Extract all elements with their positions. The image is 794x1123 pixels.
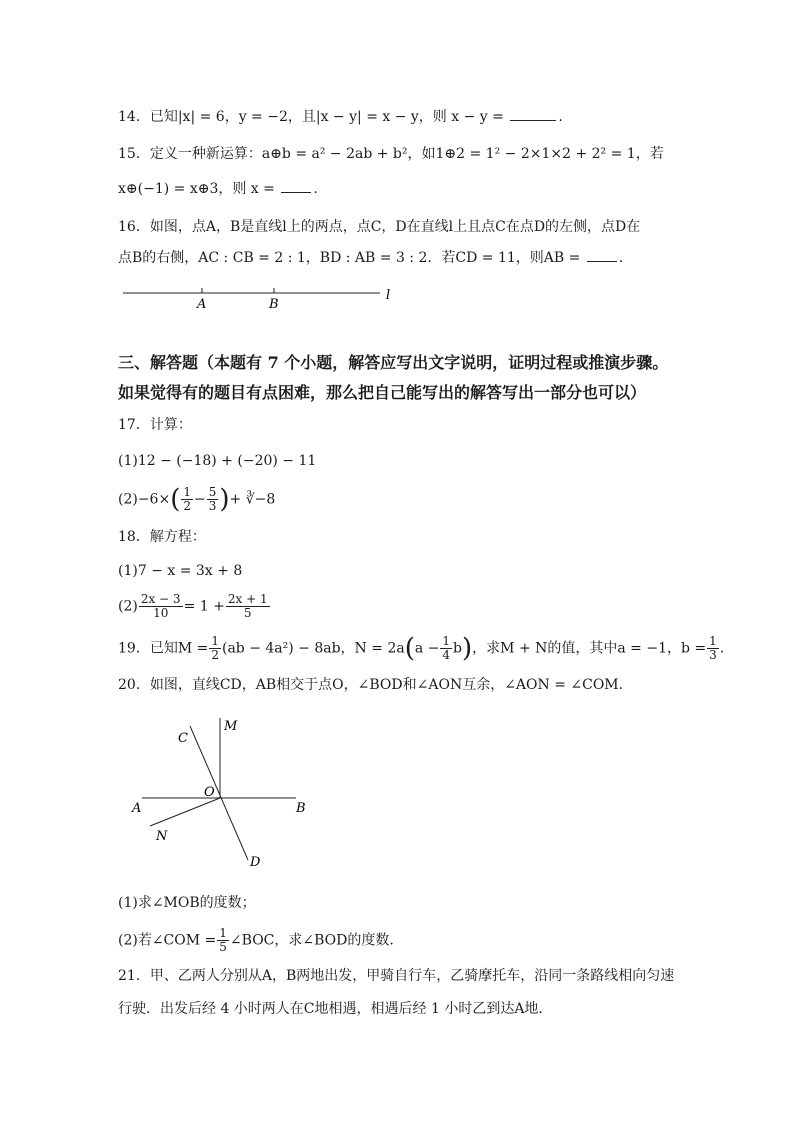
q17-suffix: + ∛−8 [229,491,276,508]
label-l: l [386,288,391,303]
q19-d: b [453,640,462,657]
question-21-line-1 [118,965,674,987]
question-19-number: 19． [118,640,150,657]
label-b: B [269,297,279,312]
q18-p2-prefix: (2) [118,598,138,615]
question-21-number: 21． [118,968,150,984]
question-16-text-2: 点B的右侧，AC : CB = 2 : 1，BD : AB = 3 : 2．若CD = 11，则AB = [118,250,581,266]
paren-left: ( [404,633,415,664]
q20-p2-b: ∠BOC，求∠BOD的度数. [229,932,394,949]
label-n: N [156,829,168,844]
fraction: $\frac{1}{4}$ [442,634,451,662]
q19-c: a − [414,640,440,657]
question-14-number: 14． [118,109,150,125]
question-16-text-1: 如图，点A，B是直线l上的两点，点C，D在直线l上且点C在点D的左侧，点D在 [149,219,641,235]
angle-figure-20 [118,710,328,880]
paren-right: ) [219,484,230,515]
question-15-end: . [313,181,318,197]
q19-b: (ab − 4a²) − 8ab，N = 2a [221,640,405,657]
question-15-number: 15． [118,146,150,162]
question-14-end: . [558,109,563,125]
question-17-title: 17．计算： [118,417,192,433]
question-19 [118,635,724,662]
fraction: $\frac{5}{3}$ [208,485,217,513]
paren-left: ( [170,484,181,515]
question-18-part-1: (1)7 − x = 3x + 8 [118,563,243,579]
q20-p2-a: (2)若∠COM = [118,932,217,949]
paren-right: ) [462,633,473,664]
question-14 [118,106,563,128]
question-18-title: 18．解方程： [118,529,206,545]
question-20-part-2 [118,927,394,954]
question-15-text-1: 定义一种新运算：a⊕b = a² − 2ab + b²，如1⊕2 = 1² − 2×1×2 + 2² = 1，若 [149,146,664,162]
question-20 [118,674,633,696]
fraction: $\frac{1}{2}$ [183,485,191,513]
line-cd [190,726,248,860]
label-c: C [178,731,188,746]
fraction: $\frac{2x + 1}{5}$ [227,592,268,620]
q19-e: ，求M + N的值，其中a = −1，b = [472,640,707,657]
answer-blank-16[interactable] [587,247,617,262]
q19-a: 已知M = [149,640,209,657]
q17-p2-prefix: (2)−6× [118,491,171,508]
q18-mid: = 1 + [183,598,225,615]
fraction: $\frac{2x - 3}{10}$ [140,592,181,620]
question-14-text: 已知|x| = 6，y = −2，且|x − y| = x − y，则 x − y = [149,109,504,125]
answer-blank-14[interactable] [510,106,556,121]
question-20-text: 如图，直线CD，AB相交于点O，∠BOD和∠AON互余，∠AON = ∠COM． [149,677,633,693]
question-16-line-2 [118,247,623,269]
q17-minus: − [194,491,206,508]
question-20-number: 20． [118,677,150,693]
question-15-line-2 [118,178,318,200]
label-a: A [132,801,142,816]
question-16-end: . [618,250,624,266]
label-o: O [204,785,215,800]
answer-blank-15[interactable] [281,178,311,193]
question-16-number: 16． [118,219,150,235]
question-20-part-1: (1)求∠MOB的度数； [118,895,256,911]
question-15-line-1 [118,143,664,165]
question-15-text-2: x⊕(−1) = x⊕3，则 x = [118,181,275,197]
question-21-text-1: 甲、乙两人分别从A，B两地出发，甲骑自行车，乙骑摩托车，沿同一条路线相向匀速 [149,968,675,984]
q19-end: . [719,640,725,657]
fraction: $\frac{1}{5}$ [219,926,227,954]
question-21-line-2: 行驶．出发后经 4 小时两人在C地相遇，相遇后经 1 小时乙到达A地． [118,1001,553,1017]
section-3-heading-2: 如果觉得有的题目有点困难，那么把自己能写出的解答写出一部分也可以） [118,383,647,402]
label-m: M [224,719,238,734]
label-a: A [197,297,207,312]
question-16-line-1 [118,216,640,238]
ray-on [150,798,220,826]
line-figure-16 [118,282,408,316]
fraction: $\frac{1}{3}$ [709,634,717,662]
label-d: D [250,855,261,870]
question-18-part-2 [118,593,271,620]
question-17-part-2 [118,486,275,513]
fraction: $\frac{1}{2}$ [211,634,219,662]
question-17-part-1: (1)12 − (−18) + (−20) − 11 [118,453,317,469]
section-3-heading-1: 三、解答题（本题有 7 个小题，解答应写出文字说明，证明过程或推演步骤。 [118,353,669,372]
label-b: B [296,801,306,816]
